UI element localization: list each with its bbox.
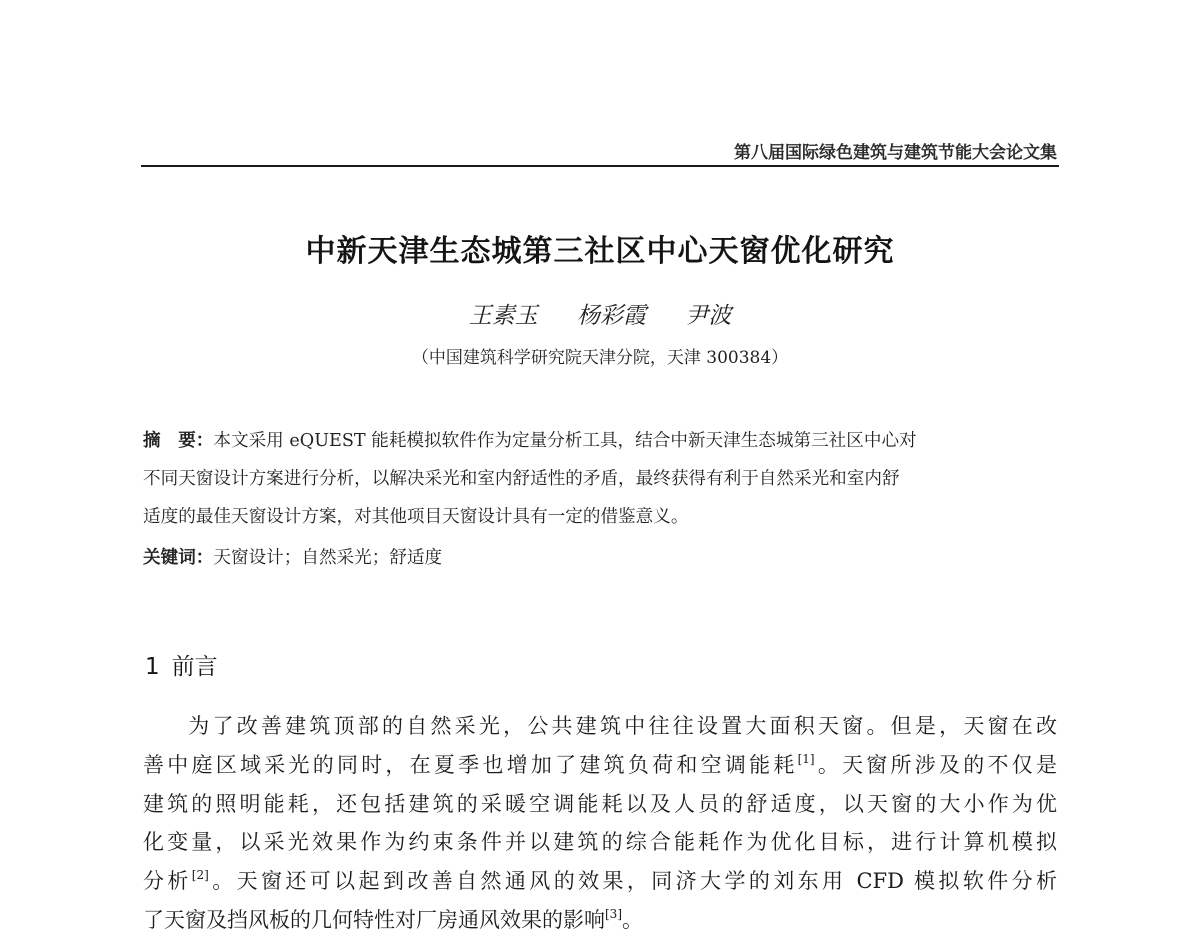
abstract-line: 不同天窗设计方案进行分析，以解决采光和室内舒适性的矛盾，最终获得有利于自然采光和室内舒 — [143, 469, 900, 489]
citation-ref: [2] — [191, 868, 209, 883]
author-name: 王素玉 — [468, 303, 538, 329]
abstract-label: 摘 要： — [143, 431, 214, 451]
abstract-line: 适度的最佳天窗设计方案，对其他项目天窗设计具有一定的借鉴意义。 — [143, 507, 689, 527]
abstract-text: 本文采用 eQUEST 能耗模拟软件作为定量分析工具，结合中新天津生态城第三社区中心对 — [213, 431, 917, 451]
body-line — [143, 862, 1057, 901]
body-line-text: 化变量，以采光效果作为约束条件并以建筑的综合能耗作为优化目标，进行计算机模拟 — [143, 830, 1057, 855]
body-line — [143, 823, 1057, 862]
abstract — [143, 422, 1059, 536]
body-line — [143, 707, 1057, 746]
section-heading — [145, 648, 218, 681]
body-line-text: 为了改善建筑顶部的自然采光，公共建筑中往往设置大面积天窗。但是，天窗在改 — [185, 714, 1057, 738]
citation-ref: [1] — [797, 751, 815, 766]
body-line-text: 。 — [622, 907, 643, 932]
body-line-text: 善中庭区域采光的同时，在夏季也增加了建筑负荷和空调能耗 — [143, 752, 798, 777]
body-line — [143, 746, 1057, 785]
paper-title: 中新天津生态城第三社区中心天窗优化研究 — [305, 234, 895, 269]
body-line-text: 建筑的照明能耗，还包括建筑的采暖空调能耗以及人员的舒适度，以天窗的大小作为优 — [143, 791, 1057, 816]
section-number: 1 — [145, 654, 160, 680]
body-line-text: 了天窗及挡风板的几何特性对厂房通风效果的影响 — [143, 907, 605, 932]
body-line — [143, 785, 1057, 824]
author-name: 杨彩霞 — [577, 303, 646, 329]
body-line-text: 。天窗还可以起到改善自然通风的效果，同济大学的刘东用 CFD 模拟软件分析 — [208, 869, 1058, 894]
affiliation: （中国建筑科学研究院天津分院，天津 300384） — [411, 348, 789, 368]
keywords-text: 天窗设计；自然采光；舒适度 — [213, 548, 443, 568]
section-title: 前言 — [171, 654, 218, 680]
body-line — [143, 901, 1057, 940]
header-rule — [141, 165, 1059, 167]
citation-ref: [3] — [605, 906, 622, 921]
abstract-line — [143, 422, 1059, 460]
keywords-label: 关键词： — [143, 548, 214, 568]
body-paragraph — [143, 707, 1057, 940]
running-head: 第八届国际绿色建筑与建筑节能大会论文集 — [734, 143, 1057, 163]
body-line-text: 分析 — [143, 869, 192, 894]
body-line-text: 。天窗所涉及的不仅是 — [814, 752, 1058, 777]
author-name: 尹波 — [685, 303, 732, 329]
author-list — [0, 297, 1200, 330]
keywords — [143, 544, 1059, 569]
